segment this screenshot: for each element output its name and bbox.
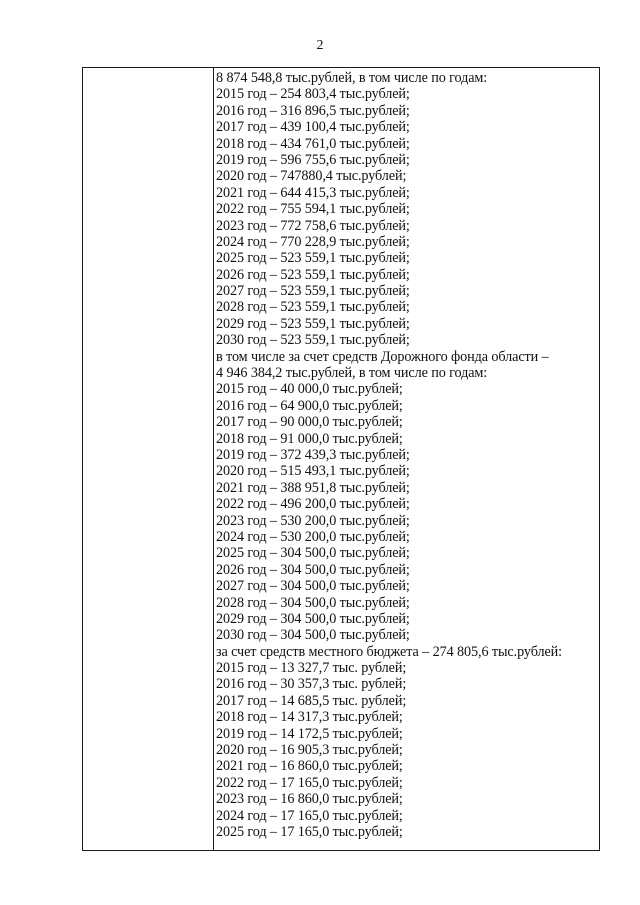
funding-line: 2018 год – 434 761,0 тыс.рублей; [216, 135, 410, 152]
funding-line: 2018 год – 91 000,0 тыс.рублей; [216, 430, 403, 447]
funding-line: 2016 год – 64 900,0 тыс.рублей; [216, 397, 403, 414]
funding-line: 2024 год – 530 200,0 тыс.рублей; [216, 528, 410, 545]
funding-line: 2028 год – 304 500,0 тыс.рублей; [216, 594, 410, 611]
funding-line: 2028 год – 523 559,1 тыс.рублей; [216, 299, 410, 316]
funding-line: 2020 год – 16 905,3 тыс.рублей; [216, 742, 403, 759]
funding-line: 2025 год – 17 165,0 тыс.рублей; [216, 823, 403, 840]
funding-line: 2029 год – 523 559,1 тыс.рублей; [216, 315, 410, 332]
funding-line: 2022 год – 755 594,1 тыс.рублей; [216, 201, 410, 218]
funding-line: 2020 год – 515 493,1 тыс.рублей; [216, 463, 410, 480]
funding-line: в том числе за счет средств Дорожного фонда области – [216, 348, 549, 365]
table-border-top [82, 67, 600, 68]
funding-line: 2026 год – 523 559,1 тыс.рублей; [216, 266, 410, 283]
funding-line: 2024 год – 770 228,9 тыс.рублей; [216, 233, 410, 250]
funding-line: 2016 год – 30 357,3 тыс. рублей; [216, 676, 407, 693]
funding-line: 2025 год – 523 559,1 тыс.рублей; [216, 250, 410, 267]
funding-line: 2023 год – 772 758,6 тыс.рублей; [216, 217, 410, 234]
funding-line: 2027 год – 523 559,1 тыс.рублей; [216, 283, 410, 300]
table-border-right [599, 67, 600, 851]
funding-line: 2015 год – 254 803,4 тыс.рублей; [216, 86, 410, 103]
funding-line: 2017 год – 439 100,4 тыс.рублей; [216, 119, 410, 136]
funding-line: 2029 год – 304 500,0 тыс.рублей; [216, 610, 410, 627]
funding-line: 2030 год – 523 559,1 тыс.рублей; [216, 332, 410, 349]
funding-line: 2021 год – 644 415,3 тыс.рублей; [216, 184, 410, 201]
funding-line: 2015 год – 13 327,7 тыс. рублей; [216, 660, 407, 677]
funding-line: 2023 год – 530 200,0 тыс.рублей; [216, 512, 410, 529]
funding-line: 2016 год – 316 896,5 тыс.рублей; [216, 102, 410, 119]
funding-line: 2019 год – 596 755,6 тыс.рублей; [216, 151, 410, 168]
funding-line: 2017 год – 14 685,5 тыс. рублей; [216, 692, 407, 709]
funding-line: за счет средств местного бюджета – 274 805,6 тыс.рублей: [216, 643, 562, 660]
funding-line: 8 874 548,8 тыс.рублей, в том числе по годам: [216, 70, 488, 86]
page-number: 2 [316, 38, 324, 53]
funding-line: 2020 год – 747880,4 тыс.рублей; [216, 168, 407, 185]
table-column-divider [213, 67, 214, 851]
funding-line: 2021 год – 16 860,0 тыс.рублей; [216, 758, 403, 775]
funding-line: 2027 год – 304 500,0 тыс.рублей; [216, 578, 410, 595]
table-border-left [82, 67, 83, 851]
table-border-bottom [82, 850, 600, 851]
funding-line: 4 946 384,2 тыс.рублей, в том числе по годам: [216, 365, 488, 382]
funding-line: 2022 год – 17 165,0 тыс.рублей; [216, 774, 403, 791]
funding-line: 2023 год – 16 860,0 тыс.рублей; [216, 791, 403, 808]
funding-line: 2024 год – 17 165,0 тыс.рублей; [216, 807, 403, 824]
funding-line: 2021 год – 388 951,8 тыс.рублей; [216, 479, 410, 496]
funding-cell [216, 70, 598, 850]
funding-line: 2019 год – 372 439,3 тыс.рублей; [216, 446, 410, 463]
funding-line: 2026 год – 304 500,0 тыс.рублей; [216, 561, 410, 578]
funding-line: 2025 год – 304 500,0 тыс.рублей; [216, 545, 410, 562]
funding-line: 2018 год – 14 317,3 тыс.рублей; [216, 709, 403, 726]
funding-line: 2030 год – 304 500,0 тыс.рублей; [216, 627, 410, 644]
funding-line: 2022 год – 496 200,0 тыс.рублей; [216, 496, 410, 513]
funding-line: 2017 год – 90 000,0 тыс.рублей; [216, 414, 403, 431]
funding-line: 2019 год – 14 172,5 тыс.рублей; [216, 725, 403, 742]
funding-line: 2015 год – 40 000,0 тыс.рублей; [216, 381, 403, 398]
